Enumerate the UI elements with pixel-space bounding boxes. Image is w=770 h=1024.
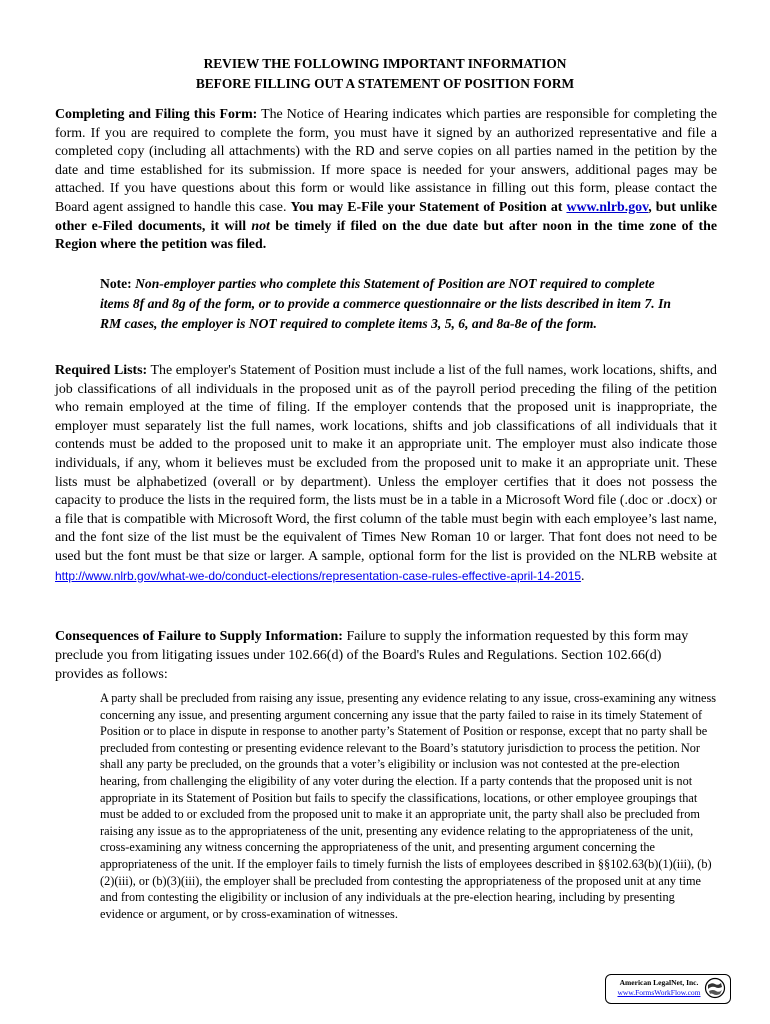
required-text: The employer's Statement of Position must include a list of the full names, work locations, shifts, and job classifications of all individuals in the proposed unit as of the payroll period preceding the filing of the petition who remain employed at the time of filing. If the employer contends that the proposed unit is inappropriate, the employer must separately list the full names, work locations, shifts and job classifications of all individuals that it contends must be added to the proposed unit to make it an appropriate unit. The employer must also indicate those individuals, if any, whom it believes must be excluded from the proposed unit to make it an appropriate unit. These lists must be alphabetized (overall or by department). Unless the employer certifies that it does not possess the capacity to produce the lists in the required form, the lists must be in a table in a Microsoft Word file (.doc or .docx) or a file that is compatible with Microsoft Word, the first column of the table must begin with each employee’s last name, and the font size of the list must be the equivalent of Times New Roman 10 or larger. That font does not need to be used but the font must be that size or larger. A sample, optional form for the list is provided on the NLRB website at xyxy=(55,363,717,564)
globe-logo-icon xyxy=(704,977,726,999)
efile-text-2: , but unlike other e-Filed documents, it will xyxy=(55,199,717,234)
efile-text-1: You may E-File your Statement of Position at xyxy=(290,199,567,215)
consequences-heading: Consequences of Failure to Supply Information: xyxy=(55,629,343,644)
footer-company: American LegalNet, Inc. xyxy=(619,978,699,987)
footer-badge xyxy=(605,974,731,1004)
efile-not-word: not xyxy=(251,218,270,234)
note-text: Non-employer parties who complete this Statement of Position are NOT required to complete items 8f and 8g of the form, or to provide a commerce questionnaire or the lists described in item 7. In RM cases, the employer is NOT required to complete items 3, 5, 6, and 8a-8e of the form. xyxy=(100,276,671,331)
footer-url[interactable]: www.FormsWorkFlow.com xyxy=(617,988,701,997)
sample-form-link[interactable]: http://www.nlrb.gov/what-we-do/conduct-elections/representation-case-rules-effective-april-14-2015 xyxy=(55,568,582,583)
section-quote: A party shall be precluded from raising any issue, presenting any evidence relating to any issue, cross-examining any witness concerning any issue, and presenting argument concerning any issue that the party failed to raise in its timely Statement of Position or to place in dispute in response to another party’s Statement of Position or response, except that no party shall be precluded from contesting or presenting evidence relevant to the Board’s statutory jurisdiction to process the petition. Nor shall any party be precluded, on the grounds that a voter’s eligibility or inclusion was not contested at the pre-election hearing, from challenging the eligibility of any voter during the election. If a party contends that the proposed unit is not appropriate in its Statement of Position but fails to specify the classifications, locations, or other employee groupings that must be added to or excluded from the proposed unit to make it an appropriate unit, the party shall also be precluded from raising any issue as to the appropriateness of the unit, presenting any evidence relating to the appropriateness of the unit, cross-examining any witness concerning the appropriateness of the unit, and presenting argument concerning the appropriateness of the unit. If the employer fails to timely furnish the lists of employees described in §§102.63(b)(1)(iii), (b)(2)(iii), or (b)(3)(iii), the employer shall be precluded from contesting the appropriateness of the proposed unit at any time and from contesting the eligibility or inclusion of any individuals at the pre-election hearing, including by presenting evidence or argument, or by cross-examination of witnesses. xyxy=(100,691,717,921)
header-line-2: BEFORE FILLING OUT A STATEMENT OF POSITION FORM xyxy=(195,76,575,91)
consequences-text: Failure to supply the information requested by this form may preclude you from litigating issues under 102.66(d) of the Board's Rules and Regulations. Section 102.66(d) provides as follows: xyxy=(55,629,689,682)
nlrb-link[interactable]: www.nlrb.gov xyxy=(566,199,649,215)
header-line-1: REVIEW THE FOLLOWING IMPORTANT INFORMATION xyxy=(203,56,567,71)
required-lists-paragraph xyxy=(55,362,717,586)
completing-filing-paragraph xyxy=(55,106,717,255)
note-paragraph xyxy=(100,274,680,334)
completing-heading: Completing and Filing this Form: xyxy=(55,107,258,122)
required-end: . xyxy=(581,568,585,584)
note-label: Note: xyxy=(100,276,132,291)
efile-text-3: be timely if filed on the due date but after noon in the time zone of the Region where the petition was filed. xyxy=(55,218,718,253)
completing-text: The Notice of Hearing indicates which parties are responsible for completing the form. If you are required to complete the form, you must have it signed by an authorized representative and file a completed copy (including all attachments) with the RD and serve copies on all parties named in the petition by the date and time established for its submission. If more space is needed for your answers, additional pages may be attached. If you have questions about this form or would like assistance in filling out this form, please contact the Board agent assigned to handle this case. xyxy=(55,107,717,215)
required-heading: Required Lists: xyxy=(55,363,148,378)
consequences-paragraph xyxy=(55,627,705,684)
